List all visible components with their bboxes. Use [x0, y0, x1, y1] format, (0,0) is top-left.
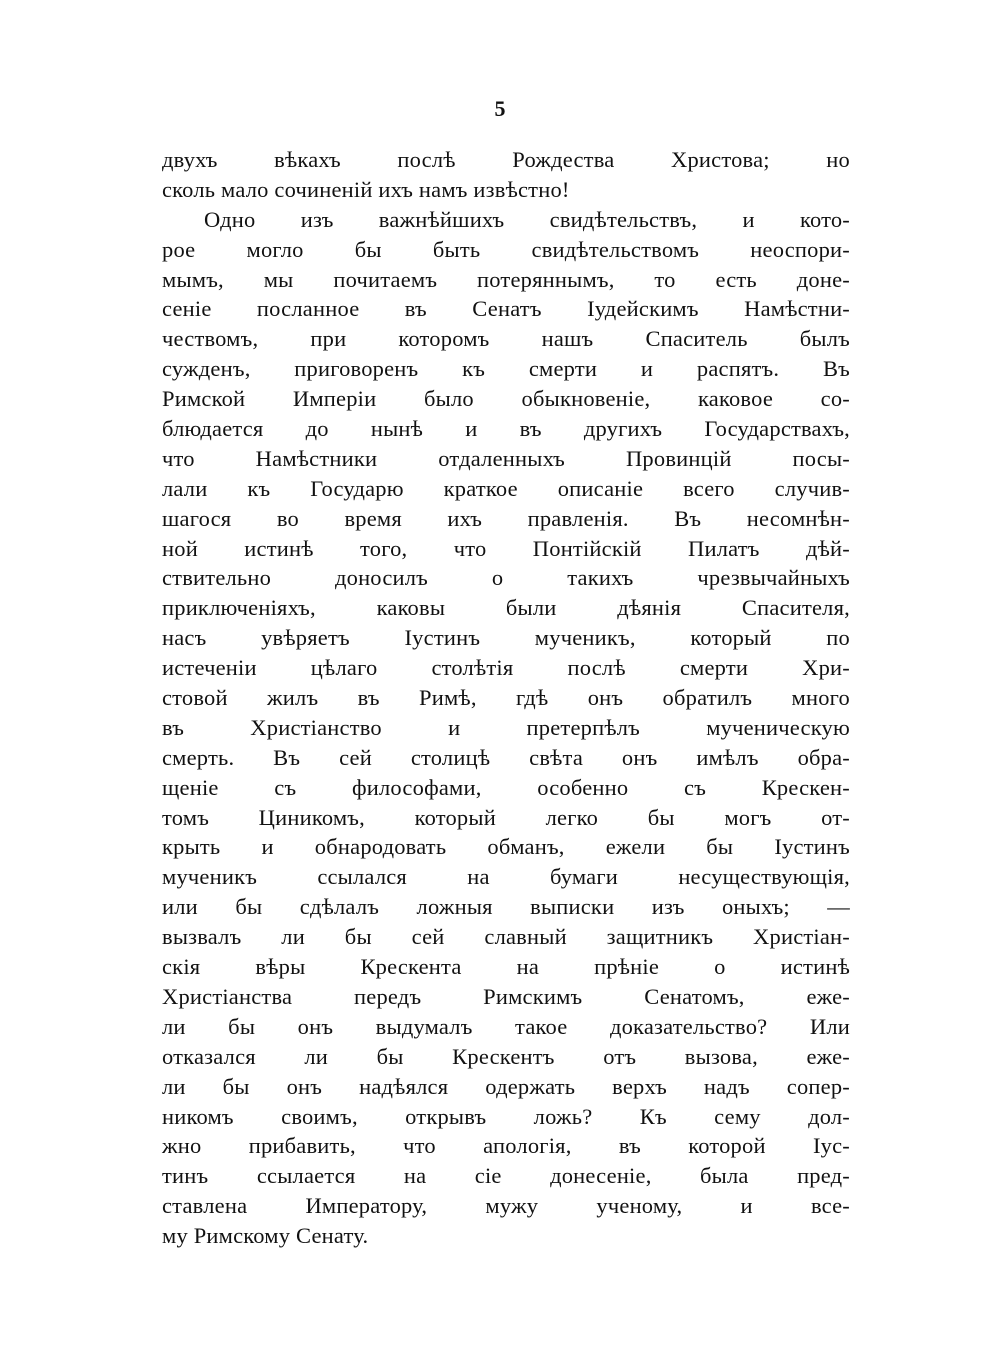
text-line: приключеніяхъ, каковы были дѣянія Спасителя,: [162, 595, 850, 621]
body-text: [162, 145, 850, 1251]
text-line: ствительно доносилъ о такихъ чрезвычайныхъ: [162, 565, 850, 591]
text-line: жно прибавить, что апологія, въ которой Іус-: [162, 1133, 850, 1159]
text-line: Римской Имперіи было обыкновеніе, каковое со-: [162, 386, 850, 412]
text-line: крыть и обнародовать обманъ, ежели бы Іустинъ: [162, 834, 850, 860]
text-line: насъ увѣряетъ Іустинъ мученикъ, который по: [162, 625, 850, 651]
text-line: скія вѣры Крескента на прѣніе о истинѣ: [162, 954, 850, 980]
text-line: стовой жилъ въ Римѣ, гдѣ онъ обратилъ много: [162, 685, 850, 711]
text-line: или бы сдѣлалъ ложныя выписки изъ оныхъ; —: [162, 894, 850, 920]
text-line: отказался ли бы Крескентъ отъ вызова, еже-: [162, 1043, 850, 1069]
text-line: мымъ, мы почитаемъ потеряннымъ, то есть доне-: [162, 266, 850, 292]
text-line: ли бы онъ выдумалъ такое доказательство? Или: [162, 1013, 850, 1039]
paragraph-start-line: Одно изъ важнѣйшихъ свидѣтельствъ, и кото-: [204, 206, 850, 232]
text-line: ной истинѣ того, что Понтійскій Пилатъ дѣй-: [162, 535, 850, 561]
text-line: лали къ Государю краткое описаніе всего случив-: [162, 475, 850, 501]
page-number: 5: [494, 96, 506, 121]
text-line: сужденъ, приговоренъ къ смерти и распятъ. Въ: [162, 356, 850, 382]
text-line: никомъ своимъ, открывъ ложь? Къ сему дол-: [162, 1103, 850, 1129]
text-line: рое могло бы быть свидѣтельствомъ неоспори-: [162, 236, 850, 262]
text-line: ставлена Императору, мужу ученому, и все-: [162, 1193, 850, 1219]
text-line: щеніе съ философами, особенно съ Крескен-: [162, 774, 850, 800]
text-line: что Намѣстники отдаленныхъ Провинцій посы-: [162, 445, 850, 471]
text-line: мученикъ ссылался на бумаги несуществующія,: [162, 864, 850, 890]
text-line: томъ Циникомъ, который легко бы могъ от-: [162, 804, 850, 830]
text-line: смерть. Въ сей столицѣ свѣта онъ имѣлъ обра-: [162, 744, 850, 770]
text-line: Христіанства передъ Римскимъ Сенатомъ, еже-: [162, 983, 850, 1009]
text-line: сеніе посланное въ Сенатъ Іудейскимъ Намѣстни-: [162, 296, 850, 322]
text-line: истеченіи цѣлаго столѣтія послѣ смерти Хри-: [162, 655, 850, 681]
text-line: чествомъ, при которомъ нашъ Спаситель былъ: [162, 326, 850, 352]
text-line: въ Христіанство и претерпѣлъ мученическую: [162, 714, 850, 740]
text-line: двухъ вѣкахъ послѣ Рождества Христова; но: [162, 147, 850, 172]
text-line: му Римскому Сенату.: [162, 1223, 369, 1249]
text-line: ли бы онъ надѣялся одержать верхъ надъ сопер-: [162, 1073, 850, 1099]
text-line: блюдается до нынѣ и въ другихъ Государствахъ,: [162, 416, 850, 442]
text-line: вызвалъ ли бы сей славный защитникъ Христіан-: [162, 924, 850, 950]
text-line: тинъ ссылается на сіе донесеніе, была пред-: [162, 1163, 850, 1189]
text-line: сколь мало сочиненій ихъ намъ извѣстно!: [162, 176, 570, 202]
text-line: шагося во время ихъ правленія. Въ несомнѣн-: [162, 505, 850, 531]
